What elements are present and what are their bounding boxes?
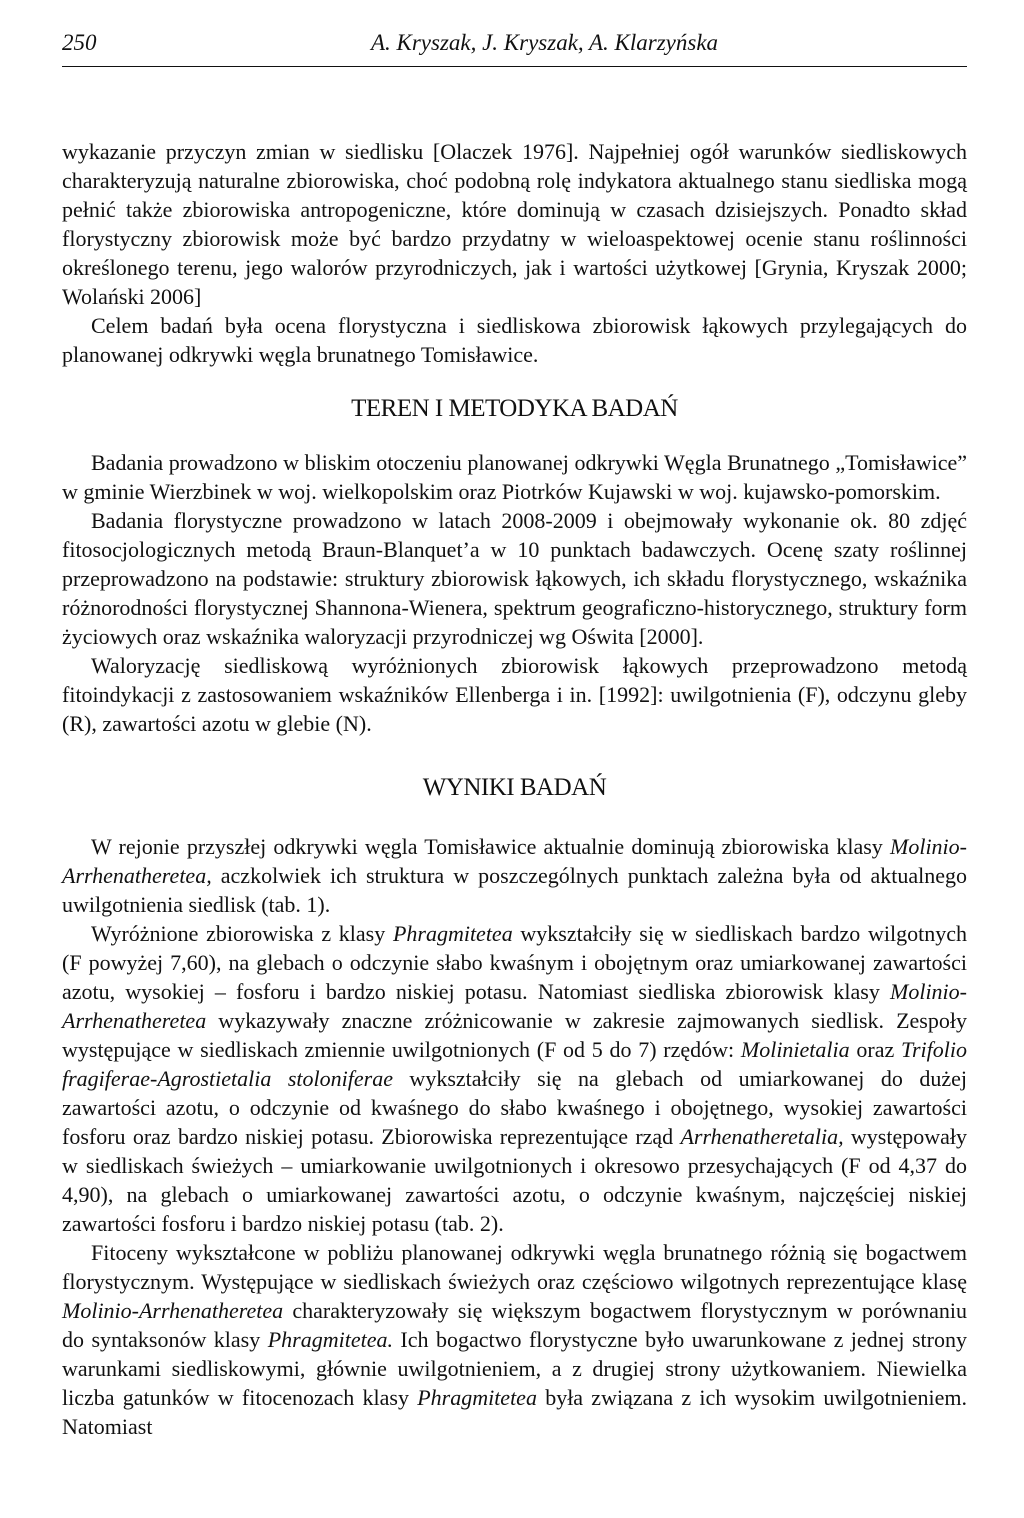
taxon-name: Arrhenatheretalia, bbox=[680, 1124, 844, 1149]
text-run: charakteryzowały się większym bogactwem florystycznym w porównaniu do syntaksonów klasy bbox=[62, 1298, 967, 1352]
results-paragraph-2 bbox=[62, 919, 967, 1238]
text-run: aczkolwiek ich struktura w poszczególnych punktach zależna była od aktualnego uwilgotnienia siedlisk (tab. 1). bbox=[62, 863, 967, 917]
text-run: Wyróżnione zbiorowiska z klasy bbox=[91, 921, 393, 946]
results-paragraph-3 bbox=[62, 1238, 967, 1441]
text-run: oraz bbox=[849, 1037, 901, 1062]
taxon-name: Molinio-Arrhenatheretea bbox=[62, 979, 967, 1033]
section-heading-results: WYNIKI BADAŃ bbox=[422, 774, 607, 801]
taxon-name: Trifolio fragiferae-Agrostietalia stoloniferae bbox=[62, 1037, 967, 1091]
running-header bbox=[62, 28, 967, 67]
taxon-name: Molinio-Arrhenatheretea bbox=[62, 1298, 284, 1323]
text-run: W rejonie przyszłej odkrywki węgla Tomisławice aktualnie dominują zbiorowiska klasy bbox=[91, 834, 890, 859]
taxon-name: Molinietalia bbox=[740, 1037, 850, 1062]
results-paragraph-1 bbox=[62, 832, 967, 919]
taxon-name: Phragmitetea bbox=[392, 921, 513, 946]
text-run: wykazywały znaczne zróżnicowanie w zakresie zajmowanych siedlisk. Zespoły występujące w siedliskach zmiennie uwilgotnionych (F od 5 do 7) rzędów: bbox=[62, 1008, 967, 1062]
intro-paragraph-2: Celem badań była ocena florystyczna i siedliskowa zbiorowisk łąkowych przylegających do planowanej odkrywki węgla brunatnego Tomisławice. bbox=[62, 313, 967, 367]
methods-paragraph-1: Badania prowadzono w bliskim otoczeniu planowanej odkrywki Węgla Brunatnego „Tomisławice” w gminie Wierzbinek w woj. wielkopolskim oraz Piotrków Kujawski w woj. kujawsko-pomorskim. bbox=[62, 450, 967, 504]
taxon-name: Phragmitetea bbox=[417, 1385, 537, 1410]
text-run: wykształciły się na glebach od umiarkowanej do dużej zawartości azotu, o odczynie od kwaśnego do słabo kwaśnego i obojętnego, wysokiej zawartości fosforu oraz bardzo niskiej potasu. Zbiorowiska reprezentujące rząd bbox=[62, 1066, 967, 1149]
intro-paragraph-1: wykazanie przyczyn zmian w siedlisku [Olaczek 1976]. Najpełniej ogół warunków siedliskowych charakteryzują naturalne zbiorowiska, choć podobną rolę indykatora aktualnego stanu siedliska mogą pełnić także zbiorowiska antropogeniczne, które dominują w czasach dzisiejszych. Ponadto skład florystyczny zbiorowisk może być bardzo przydatny w wieloaspektowej ocenie stanu roślinności określonego terenu, jego walorów przyrodniczych, jak i wartości użytkowej [Grynia, Kryszak 2000; Wolański 2006] bbox=[62, 139, 967, 309]
running-header-authors: A. Kryszak, J. Kryszak, A. Klarzyńska bbox=[370, 30, 719, 55]
text-run: była związana z ich wysokim uwilgotnieniem. Natomiast bbox=[62, 1385, 967, 1439]
page-number: 250 bbox=[62, 30, 97, 55]
section-heading-methods: TEREN I METODYKA BADAŃ bbox=[351, 395, 678, 422]
methods-paragraph-3: Waloryzację siedliskową wyróżnionych zbiorowisk łąkowych przeprowadzono metodą fitoindykacji z zastosowaniem wskaźników Ellenberga i in. [1992]: uwilgotnienia (F), odczynu gleby (R), zawartości azotu w glebie (N). bbox=[62, 653, 967, 736]
taxon-name: Phragmitetea. bbox=[267, 1327, 393, 1352]
methods-paragraph-2: Badania florystyczne prowadzono w latach 2008-2009 i obejmowały wykonanie ok. 80 zdjęć fitosocjologicznych metodą Braun-Blanquet’a w 10 punktach badawczych. Ocenę szaty roślinnej przeprowadzono na podstawie: struktury zbiorowisk łąkowych, ich składu florystycznego, wskaźnika różnorodności florystycznej Shannona-Wienera, spektrum geograficzno-historycznego, struktury form życiowych oraz wskaźnika waloryzacji przyrodniczej wg Oświta [2000]. bbox=[62, 508, 967, 649]
body-text bbox=[62, 137, 967, 1441]
taxon-name: Molinio-Arrhenatheretea, bbox=[62, 834, 967, 888]
text-run: wykształciły się w siedliskach bardzo wilgotnych (F powyżej 7,60), na glebach o odczynie słabo kwaśnym i obojętnym oraz umiarkowanej zawartości azotu, wysokiej – fosforu i bardzo niskiej potasu. Natomiast siedliska zbiorowisk klasy bbox=[62, 921, 967, 1004]
text-run: Ich bogactwo florystyczne było uwarunkowane z jednej strony warunkami siedliskowymi, głównie uwilgotnieniem, a z drugiej strony użytkowaniem. Niewielka liczba gatunków w fitocenozach klasy bbox=[62, 1327, 967, 1410]
page bbox=[62, 28, 967, 1441]
text-run: występowały w siedliskach świeżych – umiarkowanie uwilgotnionych i okresowo przesychających (F od 4,37 do 4,90), na glebach o umiarkowanej zawartości azotu, o odczynie kwaśnym, najczęściej niskiej zawartości fosforu i bardzo niskiej potasu (tab. 2). bbox=[62, 1124, 968, 1236]
text-run: Fitoceny wykształcone w pobliżu planowanej odkrywki węgla brunatnego różnią się bogactwem florystycznym. Występujące w siedliskach świeżych oraz częściowo wilgotnych reprezentujące klasę bbox=[62, 1240, 967, 1294]
